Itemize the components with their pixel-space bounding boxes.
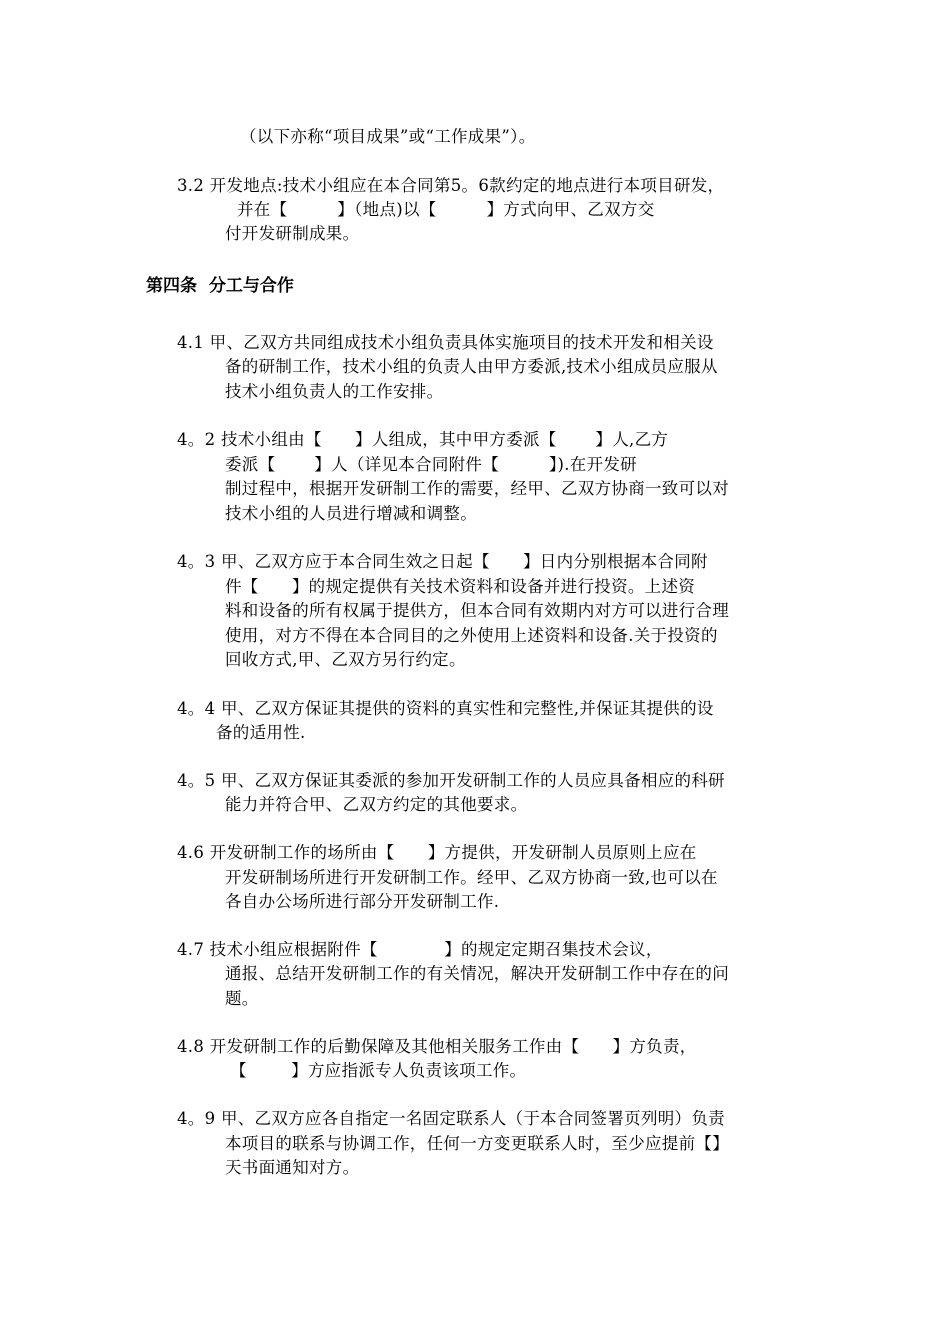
clause-4-7-line-1: 4.7 技术小组应根据附件【 】的规定定期召集技术会议， bbox=[177, 940, 663, 959]
clause-4-2-line-1: 4。2 技术小组由【 】人组成，其中甲方委派【 】人,乙方 bbox=[177, 430, 669, 449]
clause-4-2-line-2: 委派【 】人（详见本合同附件【 】).在开发研 bbox=[225, 455, 637, 474]
clause-4-6-line-1: 4.6 开发研制工作的场所由【 】方提供，开发研制人员原则上应在 bbox=[177, 843, 697, 862]
clause-3-2-line-1: 3.2 开发地点:技术小组应在本合同第5。6款约定的地点进行本项目研发， bbox=[177, 176, 725, 195]
clause-4-2-line-4: 技术小组的人员进行增减和调整。 bbox=[225, 504, 477, 523]
clause-4-8-line-2: 【 】方应指派专人负责该项工作。 bbox=[230, 1061, 527, 1080]
project-results-note: （以下亦称“项目成果”或“工作成果”）。 bbox=[240, 127, 536, 146]
clause-4-1-line-3: 技术小组负责人的工作安排。 bbox=[225, 382, 444, 401]
clause-4-7-line-2: 通报、总结开发研制工作的有关情况，解决开发研制工作中存在的问 bbox=[225, 964, 729, 983]
clause-4-9-line-2: 本项目的联系与协调工作，任何一方变更联系人时，至少应提前【】 bbox=[225, 1134, 729, 1153]
clause-4-4-line-2: 备的适用性. bbox=[216, 723, 306, 742]
clause-4-1-line-1: 4.1 甲、乙双方共同组成技术小组负责具体实施项目的技术开发和相关设 bbox=[177, 333, 714, 352]
clause-4-9-line-3: 天书面通知对方。 bbox=[225, 1158, 360, 1177]
clause-4-3-line-3: 料和设备的所有权属于提供方，但本合同有效期内对方可以进行合理 bbox=[225, 601, 729, 620]
clause-4-8-line-1: 4.8 开发研制工作的后勤保障及其他相关服务工作由【 】方负责， bbox=[177, 1037, 697, 1056]
clause-3-2-line-2: 并在【 】（地点)以【 】方式向甲、乙双方交 bbox=[237, 200, 655, 219]
clause-4-3-line-5: 回收方式,甲、乙双方另行约定。 bbox=[225, 650, 466, 669]
clause-4-6-line-3: 各自办公场所进行部分开发研制工作. bbox=[225, 892, 500, 911]
clause-4-3-line-1: 4。3 甲、乙双方应于本合同生效之日起【 】日内分别根据本合同附 bbox=[177, 552, 708, 571]
clause-4-5-line-2: 能力并符合甲、乙双方约定的其他要求。 bbox=[225, 795, 528, 814]
clause-4-5-line-1: 4。5 甲、乙双方保证其委派的参加开发研制工作的人员应具备相应的科研 bbox=[177, 771, 725, 790]
section-4-title: 第四条 分工与合作 bbox=[146, 276, 294, 296]
clause-4-1-line-2: 备的研制工作，技术小组的负责人由甲方委派,技术小组成员应服从 bbox=[225, 357, 718, 376]
clause-4-3-line-4: 使用，对方不得在本合同目的之外使用上述资料和设备.关于投资的 bbox=[225, 626, 718, 645]
clause-4-9-line-1: 4。9 甲、乙双方应各自指定一名固定联系人（于本合同签署页列明）负责 bbox=[177, 1109, 725, 1128]
clause-4-7-line-3: 题。 bbox=[225, 989, 259, 1008]
clause-4-4-line-1: 4。4 甲、乙双方保证其提供的资料的真实性和完整性,并保证其提供的设 bbox=[177, 699, 714, 718]
clause-4-6-line-2: 开发研制场所进行开发研制工作。经甲、乙双方协商一致,也可以在 bbox=[225, 868, 718, 887]
clause-4-3-line-2: 件【 】的规定提供有关技术资料和设备并进行投资。上述资 bbox=[225, 577, 696, 596]
clause-4-2-line-3: 制过程中，根据开发研制工作的需要，经甲、乙双方协商一致可以对 bbox=[225, 479, 729, 498]
clause-3-2-line-3: 付开发研制成果。 bbox=[225, 224, 360, 243]
